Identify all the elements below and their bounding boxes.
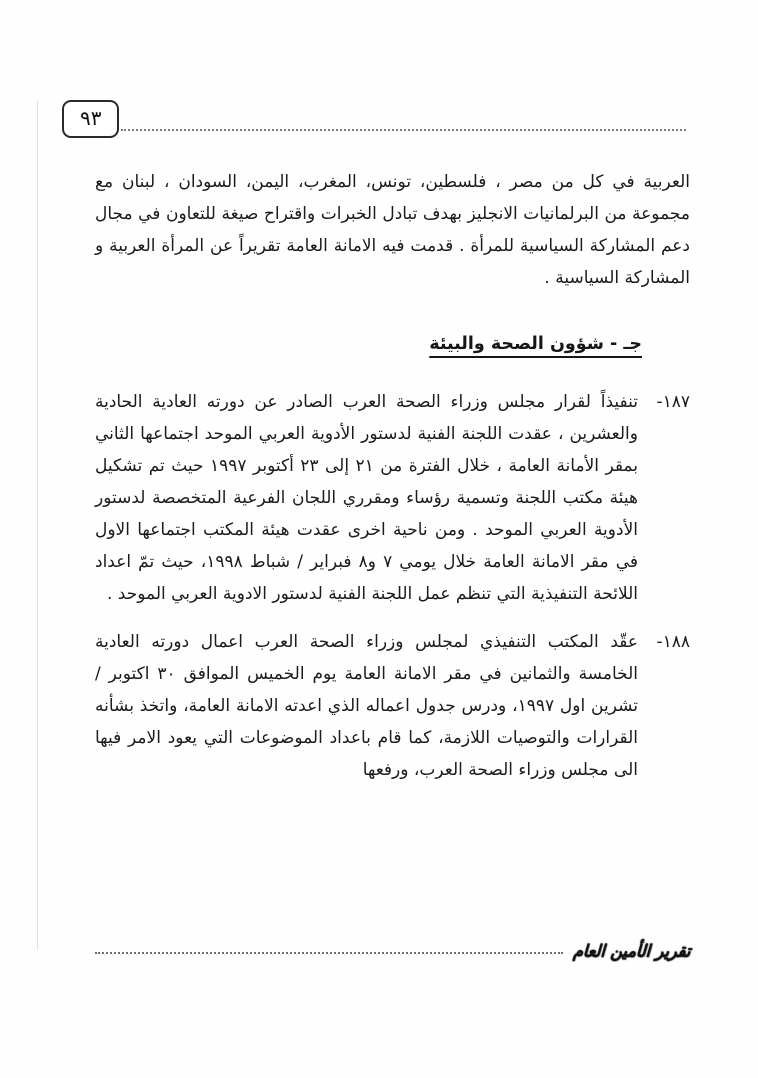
item-text: عقّد المكتب التنفيذي لمجلس وزراء الصحة العرب اعمال دورته العادية الخامسة والثمانين في مقر الامانة العامة يوم الخميس الموافق ٣٠ اكتوبر / تشرين اول ١٩٩٧، ودرس جدول اعماله الذي اعدته الامانة العامة، واتخذ بشأنه القرارات والتوصيات اللازمة، كما قام باعداد الموضوعات التي يعود الامر فيها الى مجلس وزراء الصحة العرب، ورفعها — [95, 632, 639, 780]
section-heading: جـ - شؤون الصحة والبيئة — [429, 334, 642, 354]
numbered-item-187 — [95, 386, 690, 610]
item-number: ١٨٨- — [656, 632, 690, 652]
header-dotted-rule — [121, 129, 686, 131]
scan-edge-line — [37, 100, 38, 950]
page-number: ٩٣ — [80, 106, 102, 130]
item-number: ١٨٧- — [656, 392, 690, 412]
item-text: تنفيذاً لقرار مجلس وزراء الصحة العرب الصادر عن دورته العادية الحادية والعشرين ، عقدت اللجنة الفنية لدستور الأدوية العربي الموحد اجتماعها الثاني بمقر الأمانة العامة ، خلال الفترة من ٢١ إلى ٢٣ أكتوبر ١٩٩٧ حيث تم تشكيل هيئة مكتب اللجنة وتسمية رؤساء ومقرري اللجان الفرعية المتخصصة لدستور الأدوية العربي الموحد . ومن ناحية اخرى عقدت هيئة المكتب اجتماعها الاول في مقر الامانة العامة خلال يومي ٧ و٨ فبراير / شباط ١٩٩٨، حيث تمّ اعداد اللائحة التنفيذية التي تنظم عمل اللجنة الفنية لدستور الادوية العربي الموحد . — [95, 392, 638, 604]
numbered-item-188 — [95, 626, 690, 786]
page-body — [95, 166, 690, 786]
page-number-box — [62, 100, 119, 138]
page-header — [62, 100, 686, 138]
page-footer — [95, 941, 690, 960]
footer-report-title: تقرير الأمين العام — [572, 940, 691, 961]
intro-paragraph: العربية في كل من مصر ، فلسطين، تونس، المغرب، اليمن، السودان ، لبنان مع مجموعة من البرلمانيات الانجليز بهدف تبادل الخبرات واقتراح صيغة للتعاون في مجال دعم المشاركة السياسية للمرأة . قدمت فيه الامانة العامة تقريراً عن المرأة العربية و المشاركة السياسية . — [95, 172, 690, 288]
footer-dotted-rule — [95, 952, 563, 954]
